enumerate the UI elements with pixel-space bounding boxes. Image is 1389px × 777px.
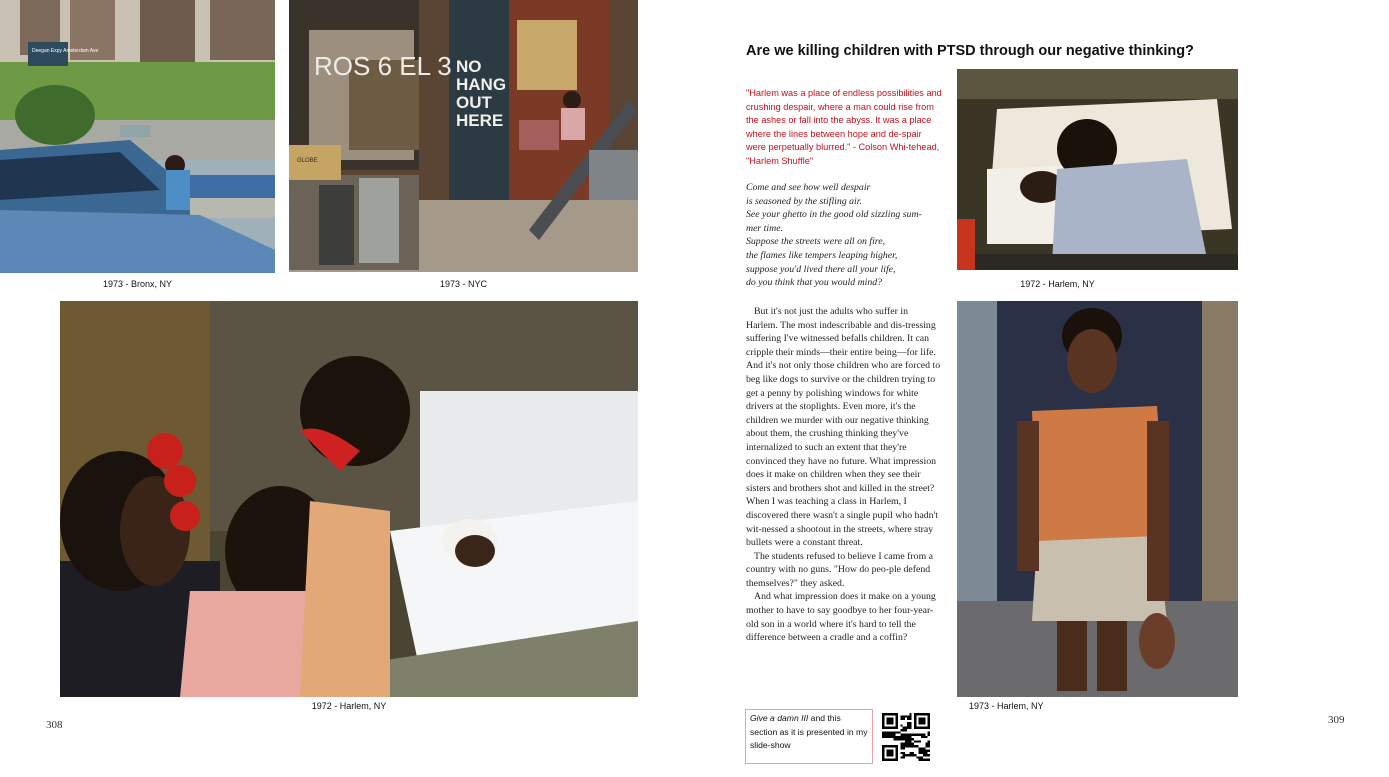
box-label-text: GLOBE — [297, 158, 318, 164]
poem-line: Suppose the streets were all on fire, — [746, 236, 886, 248]
note-italic-title: Give a damn III — [750, 713, 809, 723]
page-number-left: 308 — [46, 719, 63, 731]
photo-harlem-boy — [957, 301, 1238, 697]
caption-harlem-top: 1972 - Harlem, NY — [1020, 279, 1095, 289]
poem-line: Come and see how well despair — [746, 182, 871, 193]
poem-line: mer time. — [746, 222, 784, 234]
slideshow-note-box — [745, 709, 873, 764]
pull-quote: "Harlem was a place of endless possibilities and crushing despair, where a man could rise from the ashes or fall into the abyss. It was a place where the lines between hope and de-spair were perpetually blurred." - Colson Whi-tehead, "Harlem Shuffle" — [746, 88, 942, 166]
poem-line: is seasoned by the stifling air. — [746, 195, 862, 207]
poem-line: the flames like tempers leaping higher, — [746, 249, 898, 261]
stencil-line-3: OUT — [456, 93, 492, 112]
qr-code-icon[interactable] — [882, 713, 930, 761]
photo-harlem-funeral-children — [60, 301, 638, 697]
photo-nyc-no-hang-out — [289, 0, 638, 272]
graffiti-text: ROS 6 EL 3 — [314, 51, 452, 81]
caption-harlem-bottom: 1973 - Harlem, NY — [969, 701, 1044, 711]
stencil-line-4: HERE — [456, 111, 504, 130]
body-paragraph: And what impression does it make on a young mother to have to say goodbye to her four-year-old son in a world where it's hard to tell the difference between a cradle and a coffin? — [746, 591, 936, 644]
caption-bronx: 1973 - Bronx, NY — [102, 279, 173, 289]
body-text — [746, 305, 942, 645]
body-paragraph: The students refused to believe I came from a country with no guns. "How do peo-ple defend themselves?" they asked. — [746, 550, 933, 589]
caption-nyc: 1973 - NYC — [439, 279, 488, 289]
page-title: Are we killing children with PTSD through our negative thinking? — [746, 43, 1194, 59]
stencil-line-2: HANG — [456, 75, 507, 94]
street-sign-text: Deegan Expy Amsterdam Ave — [32, 48, 99, 54]
poem-line: See your ghetto in the good old sizzling sum- — [746, 209, 922, 221]
body-paragraph: But it's not just the adults who suffer in Harlem. The most indescribable and dis-tressing suffering I've witnessed befalls children. It can cripple their minds—their entire being—for life. And it's not only those children who are forced to beg like dogs to survive or the children trying to get a penny by polishing windows for white drivers at the stoplights. Even more, it's the children we murder with our negative thinking about them, the crushing thinking they've internalized to such an extent that they're convinced they have no future. What impression does it make on children when they see their sisters and brothers shot and killed in the street? When I was teaching a class in Harlem, I discovered there wasn't a single pupil who hadn't wit-nessed a shootout in the streets, where stray bullets were a constant threat. — [746, 306, 941, 549]
poem-line: suppose you'd lived there all your life, — [746, 263, 896, 275]
note-text: and this section as it is presented in my slide-show — [750, 713, 868, 750]
poem — [746, 181, 946, 290]
photo-bronx-street — [0, 0, 275, 273]
caption-harlem-funeral: 1972 - Harlem, NY — [311, 701, 387, 711]
photo-harlem-mother-coffin — [957, 69, 1238, 270]
stencil-line-1: NO — [456, 57, 482, 76]
page-number-right: 309 — [1328, 714, 1345, 726]
poem-line: do you think that you would mind? — [746, 277, 883, 289]
